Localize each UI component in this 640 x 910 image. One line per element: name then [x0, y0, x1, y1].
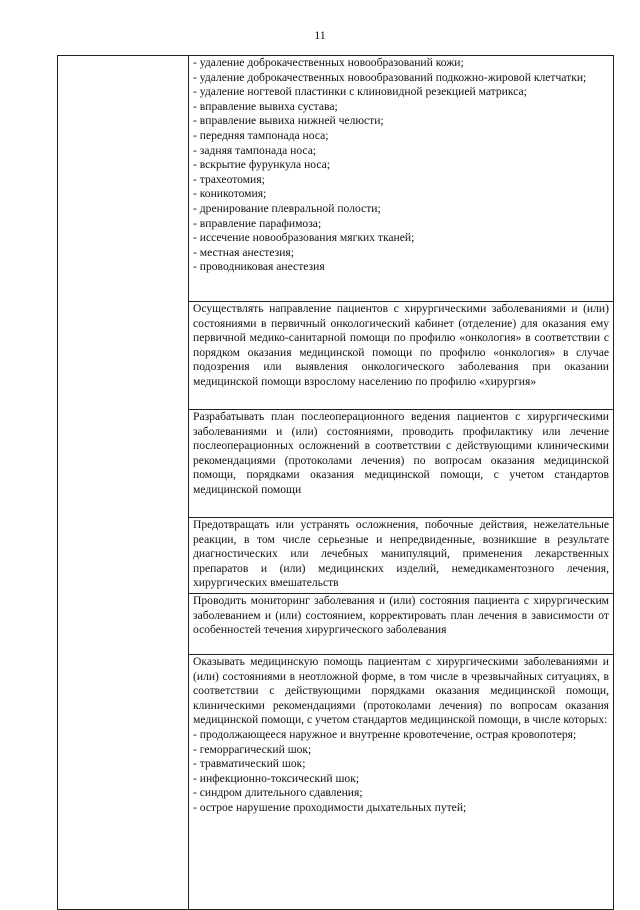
monitoring-cell [189, 594, 614, 655]
emergency-care-intro: Оказывать медицинскую помощь пациентам с хирургическими заболеваниями и (или) состояниями в неотложной форме, в том числе в чрезвычайных ситуациях, в соответствии с действующими порядками оказания медицинской помощи, клиническими рекомендациями (протоколами лечения) по вопросам оказания медицинской помощи, с учетом стандартов медицинской помощи, в числе которых: [193, 655, 609, 727]
list-item: - удаление доброкачественных новообразований подкожно-жировой клетчатки; [193, 70, 587, 84]
complications-cell [189, 518, 614, 594]
list-item: - вскрытие фурункула носа; [193, 158, 331, 172]
postop-plan-text: Разрабатывать план послеоперационного ведения пациентов с хирургическими заболеваниями и (или) состояниями, проводить профилактику или лечение послеоперационных осложнений в соответствии с действующими клиническими рекомендациями (протоколами лечения) по вопросам оказания медицинской помощи, порядками оказания медицинской помощи, с учетом стандартов медицинской помощи [193, 410, 609, 496]
left-column-cell [58, 56, 189, 910]
list-item: - проводниковая анестезия [193, 260, 325, 274]
list-item: - вправление вывиха сустава; [193, 99, 338, 113]
procedures-list [189, 56, 613, 301]
list-item: - иссечение новообразования мягких тканей; [193, 231, 415, 245]
list-item: - вправление вывиха нижней челюсти; [193, 114, 384, 128]
list-item: - инфекционно-токсический шок; [193, 771, 360, 785]
complications-text: Предотвращать или устранять осложнения, побочные действия, нежелательные реакции, в том числе серьезные и непредвиденные, возникшие в результате диагностических или лечебных манипуляций, применения лекарственных препаратов и (или) медицинских изделий, немедикаментозного лечения, хирургических вмешательств [193, 518, 609, 590]
list-item: - синдром длительного сдавления; [193, 786, 363, 800]
list-item: - местная анестезия; [193, 245, 294, 259]
procedures-cell [189, 56, 614, 302]
list-item: - удаление ногтевой пластинки с клиновидной резекцией матрикса; [193, 85, 527, 99]
oncology-referral-cell [189, 302, 614, 410]
table-row [58, 56, 614, 302]
list-item: - передняя тампонада носа; [193, 128, 329, 142]
list-item: - травматический шок; [193, 757, 306, 771]
postop-plan-cell [189, 410, 614, 518]
list-item: - дренирование плевральной полости; [193, 201, 381, 215]
list-item: - трахеотомия; [193, 172, 265, 186]
monitoring-text: Проводить мониторинг заболевания и (или) состояния пациента с хирургическим заболеванием и (или) состоянием, корректировать план лечения в зависимости от особенностей течения хирургического заболевания [193, 594, 609, 637]
emergency-care-block [189, 655, 613, 909]
list-item: - вправление парафимоза; [193, 216, 322, 230]
list-item: - острое нарушение проходимости дыхательных путей; [193, 800, 467, 814]
emergency-care-cell [189, 655, 614, 910]
list-item: - коникотомия; [193, 187, 267, 201]
list-item: - продолжающееся наружное и внутренне кровотечение, острая кровопотеря; [193, 727, 577, 741]
page-number: 11 [314, 28, 326, 42]
competency-table [57, 55, 614, 910]
list-item: - геморрагический шок; [193, 742, 312, 756]
list-item: - удаление доброкачественных новообразований кожи; [193, 56, 464, 69]
oncology-referral-text: Осуществлять направление пациентов с хирургическими заболеваниями и (или) состояниями в первичный онкологический кабинет (отделение) для оказания ему первичной медико-санитарной помощи по профилю «онкология» в соответствии с порядком оказания медицинской помощи по профилю «онкология» в случае подозрения или выявления онкологического заболевания при оказании медицинской помощи взрослому населению по профилю «хирургия» [193, 302, 609, 388]
list-item: - задняя тампонада носа; [193, 143, 317, 157]
